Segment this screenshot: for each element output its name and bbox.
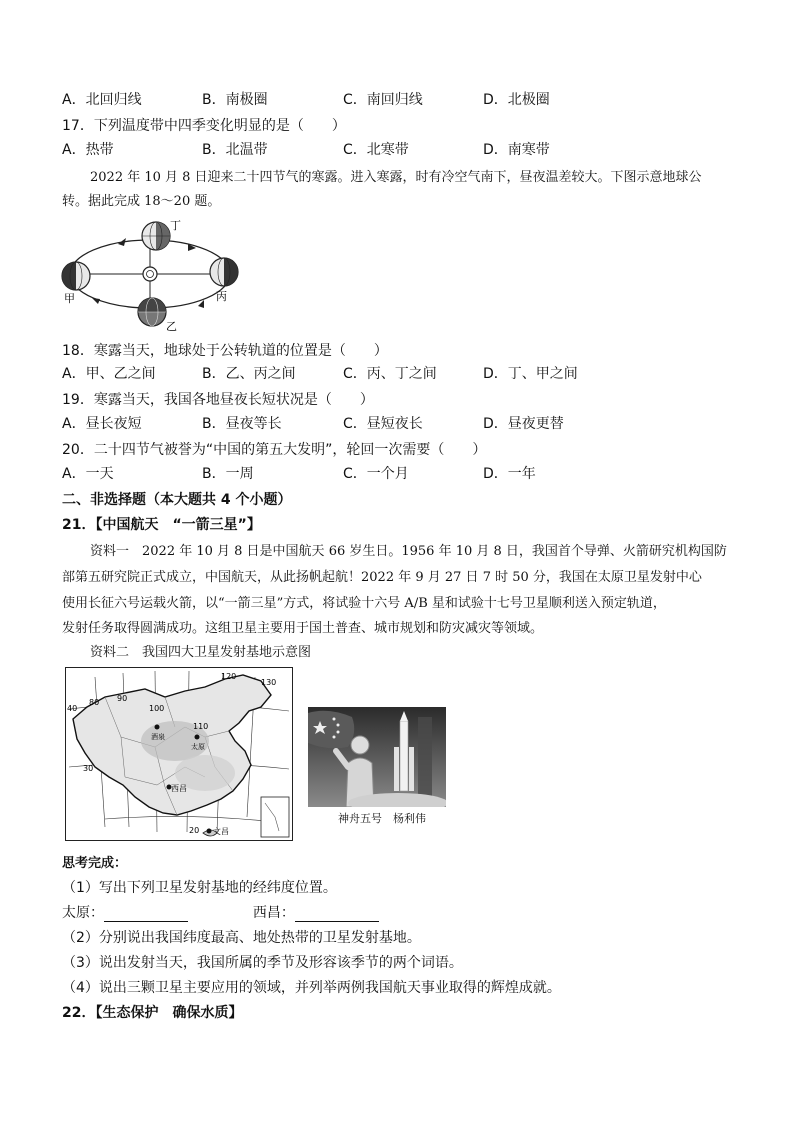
site-label-taiyuan: 太原 — [191, 743, 205, 751]
earth-ding-icon — [142, 222, 170, 250]
label-ding: 丁 — [170, 219, 181, 232]
q17-option-c[interactable]: C．北寒带 — [343, 142, 409, 158]
earth-bing-icon — [210, 258, 238, 286]
material1-line-4: 发射任务取得圆满成功。这组卫星主要用于国土普查、城市规划和防灾减灾等领域。 — [62, 621, 544, 636]
q17-option-d[interactable]: D．南寒带 — [483, 142, 550, 158]
lon-label-90: 90 — [117, 694, 128, 703]
passage-line-2: 转。据此完成 18～20 题。 — [62, 194, 221, 209]
lon-label-110: 110 — [193, 722, 209, 731]
lon-label-130: 130 — [261, 678, 277, 687]
q16-option-b[interactable]: B．南极圈 — [202, 92, 268, 108]
q18-option-a[interactable]: A．甲、乙之间 — [62, 366, 156, 382]
label-bing: 丙 — [216, 290, 227, 303]
material1-line-2: 部第五研究院正式成立，中国航天，从此扬帆起航！2022 年 9 月 27 日 7 时 50 分，我国在太原卫星发射中心 — [62, 570, 702, 585]
q18-option-b[interactable]: B．乙、丙之间 — [202, 366, 296, 382]
q20-stem: 20．二十四节气被誉为“中国的第五大发明”，轮回一次需要（ ） — [62, 442, 487, 458]
material1-line-1: 资料一 2022 年 10 月 8 日是中国航天 66 岁生日。1956 年 10 月 8 日，我国首个导弹、火箭研究机构国防 — [90, 544, 727, 559]
q20-option-c[interactable]: C．一个月 — [343, 466, 409, 482]
china-launch-sites-map — [65, 667, 293, 841]
fill-xichang-label: 西昌： — [252, 905, 295, 921]
think-heading: 思考完成： — [62, 856, 128, 871]
q21-sub1: （1）写出下列卫星发射基地的经纬度位置。 — [62, 880, 337, 896]
passage-line-1: 2022 年 10 月 8 日迎来二十四节气的寒露。进入寒露，时有冷空气南下，昼夜温差较大。下图示意地球公 — [90, 170, 702, 185]
lon-label-100: 100 — [149, 704, 165, 713]
flag-shape — [308, 711, 354, 749]
q17-option-a[interactable]: A．热带 — [62, 142, 114, 158]
site-label-wenchang: 文昌 — [213, 827, 229, 836]
lon-label-120: 120 — [221, 672, 237, 681]
q20-option-a[interactable]: A．一天 — [62, 466, 114, 482]
site-dot-taiyuan — [195, 735, 200, 740]
section2-heading: 二、非选择题（本大题共 4 个小题） — [62, 492, 292, 508]
q16-option-c[interactable]: C．南回归线 — [343, 92, 423, 108]
q19-option-a[interactable]: A．昼长夜短 — [62, 416, 142, 432]
taiyuan-answer-blank[interactable] — [104, 905, 188, 922]
fill-row — [62, 902, 379, 922]
lat-label-30: 30 — [83, 764, 94, 773]
earth-jia-icon — [62, 262, 90, 290]
q19-option-d[interactable]: D．昼夜更替 — [483, 416, 564, 432]
shenzhou-photo — [308, 707, 446, 807]
q20-option-b[interactable]: B．一周 — [202, 466, 254, 482]
lat-label-40: 40 — [67, 704, 78, 713]
q21-sub2: （2）分别说出我国纬度最高、地处热带的卫星发射基地。 — [62, 930, 421, 946]
q17-stem: 17．下列温度带中四季变化明显的是（ ） — [62, 118, 346, 134]
q18-option-c[interactable]: C．丙、丁之间 — [343, 366, 437, 382]
lon-label-80: 80 — [89, 698, 100, 707]
q16-option-a[interactable]: A．北回归线 — [62, 92, 142, 108]
site-dot-jiuquan — [155, 725, 160, 730]
q20-option-d[interactable]: D．一年 — [483, 466, 536, 482]
q19-option-b[interactable]: B．昼夜等长 — [202, 416, 282, 432]
site-dot-wenchang — [207, 829, 212, 834]
earth-orbit-figure — [58, 214, 248, 332]
photo-caption: 神舟五号 杨利伟 — [338, 812, 426, 825]
q17-option-b[interactable]: B．北温带 — [202, 142, 268, 158]
site-label-jiuquan: 酒泉 — [151, 733, 165, 741]
q22-title: 22．【生态保护 确保水质】 — [62, 1005, 243, 1021]
q18-option-d[interactable]: D．丁、甲之间 — [483, 366, 578, 382]
q19-option-c[interactable]: C．昼短夜长 — [343, 416, 423, 432]
label-yi: 乙 — [166, 320, 177, 332]
lat-label-20: 20 — [189, 826, 200, 835]
q21-sub4: （4）说出三颗卫星主要应用的领域，并列举两例我国航天事业取得的辉煌成就。 — [62, 980, 561, 996]
xichang-answer-blank[interactable] — [295, 905, 379, 922]
earth-yi-icon — [138, 298, 166, 326]
q21-title: 21．【中国航天 “一箭三星”】 — [62, 517, 261, 533]
q21-sub3: （3）说出发射当天，我国所属的季节及形容该季节的两个词语。 — [62, 955, 463, 971]
q16-option-d[interactable]: D．北极圈 — [483, 92, 550, 108]
fill-taiyuan-label: 太原： — [62, 905, 104, 921]
material1-line-3: 使用长征六号运载火箭，以“一箭三星”方式，将试验十六号 A/B 星和试验十七号卫星顺利送入预定轨道， — [62, 596, 666, 611]
material2-caption: 资料二 我国四大卫星发射基地示意图 — [90, 645, 312, 660]
q19-stem: 19．寒露当天，我国各地昼夜长短状况是（ ） — [62, 392, 374, 408]
site-label-xichang: 西昌 — [171, 784, 187, 793]
label-jia: 甲 — [64, 292, 75, 305]
q18-stem: 18．寒露当天，地球处于公转轨道的位置是（ ） — [62, 343, 388, 359]
sun-icon — [143, 267, 157, 281]
